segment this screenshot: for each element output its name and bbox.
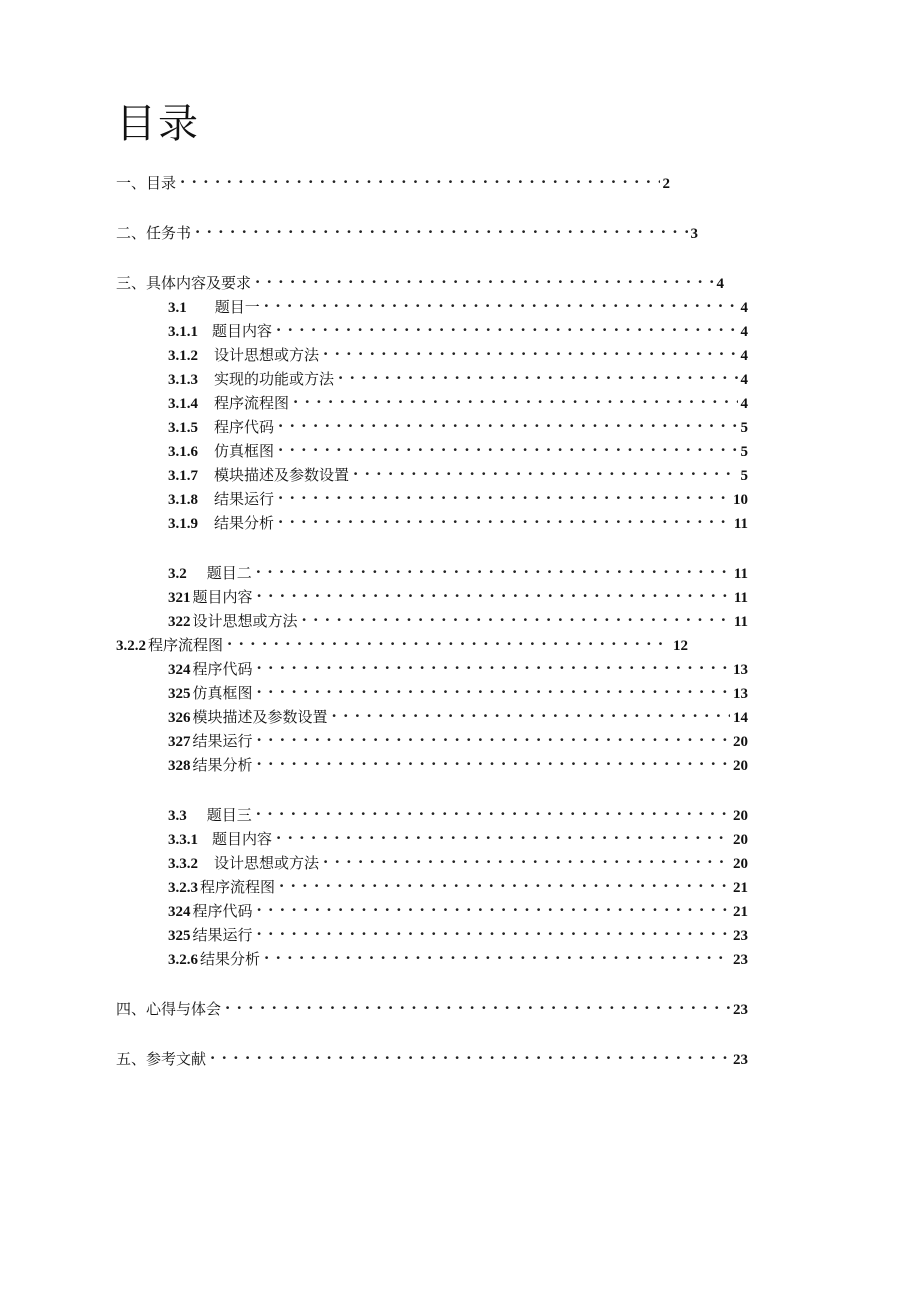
- toc-page-number: 23: [733, 1002, 748, 1018]
- toc-page-number: 11: [733, 566, 748, 582]
- toc-entry[interactable]: [168, 824, 748, 850]
- toc-entry-number: 3.1.4: [168, 396, 198, 412]
- toc-entry-number: 322: [168, 614, 191, 630]
- toc-entry[interactable]: [168, 292, 748, 318]
- toc-title: 目录: [116, 101, 200, 147]
- toc-entry-title: 题目三: [206, 806, 252, 824]
- toc-page-number: 5: [740, 468, 748, 484]
- toc-entry[interactable]: [116, 268, 724, 294]
- toc-page-number: 23: [733, 952, 748, 968]
- toc-entry-number: 3.3: [168, 808, 187, 824]
- toc-entry-title: 题目内容: [192, 588, 253, 606]
- toc-entry[interactable]: [168, 726, 748, 752]
- toc-entry[interactable]: [168, 872, 748, 898]
- toc-entry[interactable]: [168, 558, 748, 584]
- toc-entry-title: 三、具体内容及要求: [116, 274, 252, 292]
- toc-entry-title: 程序代码: [192, 660, 253, 678]
- toc-dot-leader: [257, 896, 730, 916]
- toc-entry-title: 题目内容: [212, 322, 273, 340]
- toc-page-number: 20: [733, 856, 748, 872]
- toc-entry[interactable]: [168, 848, 748, 874]
- toc-entry-number: 3.1.9: [168, 516, 198, 532]
- toc-entry[interactable]: [168, 340, 748, 366]
- toc-entry-number: 325: [168, 686, 191, 702]
- toc-entry-title: 仿真框图: [192, 684, 253, 702]
- toc-dot-leader: [264, 292, 738, 312]
- toc-entry-number: 3.1.5: [168, 420, 198, 436]
- toc-dot-leader: [332, 702, 730, 722]
- toc-entry-number: 3.2.6: [168, 952, 198, 968]
- toc-entry[interactable]: [168, 508, 748, 534]
- toc-entry[interactable]: [168, 388, 748, 414]
- toc-page-number: 20: [733, 758, 748, 774]
- toc-page-number: 13: [733, 662, 748, 678]
- toc-entry-title: 题目一: [214, 298, 260, 316]
- toc-entry-number: 328: [168, 758, 191, 774]
- toc-dot-leader: [257, 678, 730, 698]
- toc-entry-title: 五、参考文献: [116, 1050, 207, 1068]
- toc-entry-title: 仿真框图: [214, 442, 275, 460]
- toc-dot-leader: [323, 340, 737, 360]
- toc-dot-leader: [257, 726, 730, 746]
- toc-entry-title: 程序流程图: [214, 394, 290, 412]
- toc-page-number: 4: [716, 276, 724, 292]
- toc-page-number: 20: [733, 832, 748, 848]
- toc-dot-leader: [180, 168, 659, 188]
- toc-entry-number: 3.3.1: [168, 832, 198, 848]
- toc-entry[interactable]: [168, 800, 748, 826]
- toc-entry-title: 结果分析: [200, 950, 261, 968]
- toc-dot-leader: [257, 750, 730, 770]
- toc-entry-title: 程序代码: [192, 902, 253, 920]
- toc-dot-leader: [279, 872, 730, 892]
- toc-dot-leader: [225, 994, 730, 1014]
- toc-dot-leader: [278, 412, 737, 432]
- toc-entry-title: 设计思想或方法: [214, 346, 320, 364]
- toc-entry-title: 程序流程图: [200, 878, 276, 896]
- toc-dot-leader: [278, 508, 731, 528]
- toc-dot-leader: [257, 654, 730, 674]
- toc-entry-number: 3.1.3: [168, 372, 198, 388]
- toc-dot-leader: [276, 824, 730, 844]
- toc-entry-number: 3.1: [168, 300, 187, 316]
- toc-entry[interactable]: [168, 944, 748, 970]
- toc-page-number: 4: [740, 348, 748, 364]
- toc-page-number: 20: [733, 808, 748, 824]
- toc-entry-number: 326: [168, 710, 191, 726]
- toc-entry-title: 结果运行: [214, 490, 275, 508]
- toc-entry-number: 324: [168, 904, 191, 920]
- toc-entry-title: 程序代码: [214, 418, 275, 436]
- toc-page-number: 11: [733, 614, 748, 630]
- toc-page-number: 3: [690, 226, 698, 242]
- toc-dot-leader: [353, 460, 737, 480]
- toc-entry[interactable]: [168, 750, 748, 776]
- toc-dot-leader: [302, 606, 731, 626]
- toc-entry[interactable]: [116, 994, 748, 1020]
- toc-page-number: 20: [733, 734, 748, 750]
- toc-entry[interactable]: [168, 316, 748, 342]
- toc-entry[interactable]: [168, 460, 748, 486]
- toc-page-number: 11: [733, 590, 748, 606]
- toc-dot-leader: [257, 920, 730, 940]
- toc-entry-title: 设计思想或方法: [214, 854, 320, 872]
- toc-page-number: 14: [733, 710, 748, 726]
- toc-entry-title: 一、目录: [116, 174, 177, 192]
- toc-page-number: 13: [733, 686, 748, 702]
- toc-entry-title: 四、心得与体会: [116, 1000, 222, 1018]
- toc-dot-leader: [338, 364, 737, 384]
- toc-entry-number: 3.1.2: [168, 348, 198, 364]
- toc-entry-number: 3.2.2: [116, 638, 146, 654]
- toc-entry-title: 题目二: [206, 564, 252, 582]
- toc-entry-title: 结果分析: [214, 514, 275, 532]
- toc-dot-leader: [256, 558, 731, 578]
- toc-dot-leader: [264, 944, 730, 964]
- toc-entry-title: 结果运行: [192, 732, 253, 750]
- toc-entry[interactable]: [168, 412, 748, 438]
- toc-entry-title: 程序流程图: [148, 636, 224, 654]
- toc-dot-leader: [293, 388, 737, 408]
- toc-entry-number: 3.1.1: [168, 324, 198, 340]
- toc-entry-number: 327: [168, 734, 191, 750]
- toc-entry-number: 3.1.8: [168, 492, 198, 508]
- toc-entry-number: 3.1.7: [168, 468, 198, 484]
- toc-entry-title: 模块描述及参数设置: [214, 466, 350, 484]
- toc-page-number: 21: [733, 880, 748, 896]
- toc-dot-leader: [255, 268, 713, 288]
- toc-page-number: 23: [733, 1052, 748, 1068]
- toc-entry-title: 设计思想或方法: [192, 612, 298, 630]
- toc-entry-title: 模块描述及参数设置: [192, 708, 328, 726]
- toc-entry[interactable]: [168, 606, 748, 632]
- toc-entry-title: 结果分析: [192, 756, 253, 774]
- toc-dot-leader: [278, 436, 737, 456]
- toc-entry-title: 结果运行: [192, 926, 253, 944]
- toc-page-number: 4: [740, 372, 748, 388]
- toc-page-number: 21: [733, 904, 748, 920]
- toc-entry[interactable]: [116, 218, 698, 244]
- toc-page-number: 4: [740, 396, 748, 412]
- toc-dot-leader: [323, 848, 730, 868]
- toc-entry[interactable]: [116, 168, 670, 194]
- toc-entry-title: 二、任务书: [116, 224, 192, 242]
- toc-entry[interactable]: [168, 702, 748, 728]
- toc-entry[interactable]: [168, 582, 748, 608]
- toc-entry-title: 题目内容: [212, 830, 273, 848]
- toc-entry[interactable]: [168, 678, 748, 704]
- toc-dot-leader: [227, 630, 670, 650]
- toc-page-number: 5: [740, 420, 748, 436]
- toc-entry-title: 实现的功能或方法: [214, 370, 335, 388]
- toc-entry[interactable]: [168, 896, 748, 922]
- toc-entry-number: 3.3.2: [168, 856, 198, 872]
- toc-entry-number: 3.2: [168, 566, 187, 582]
- toc-page-number: 4: [740, 324, 748, 340]
- toc-dot-leader: [195, 218, 687, 238]
- toc-dot-leader: [256, 800, 730, 820]
- toc-page-number: 4: [740, 300, 748, 316]
- toc-entry[interactable]: [168, 436, 748, 462]
- toc-dot-leader: [276, 316, 737, 336]
- toc-entry[interactable]: [168, 920, 748, 946]
- toc-entry-number: 3.1.6: [168, 444, 198, 460]
- toc-page-number: 11: [733, 516, 748, 532]
- toc-entry-number: 3.2.3: [168, 880, 198, 896]
- toc-entry-number: 324: [168, 662, 191, 678]
- toc-page-number: 2: [662, 176, 670, 192]
- toc-entry[interactable]: [168, 484, 748, 510]
- toc-entry-number: 325: [168, 928, 191, 944]
- toc-dot-leader: [278, 484, 730, 504]
- toc-entry[interactable]: [116, 1044, 748, 1070]
- toc-entry-number: 321: [168, 590, 191, 606]
- toc-page-number: 10: [733, 492, 748, 508]
- toc-dot-leader: [257, 582, 731, 602]
- toc-page-number: 5: [740, 444, 748, 460]
- toc-page-number: 12: [673, 638, 688, 654]
- toc-entry[interactable]: [116, 630, 688, 656]
- toc-dot-leader: [210, 1044, 730, 1064]
- toc-page-number: 23: [733, 928, 748, 944]
- toc-entry[interactable]: [168, 364, 748, 390]
- toc-entry[interactable]: [168, 654, 748, 680]
